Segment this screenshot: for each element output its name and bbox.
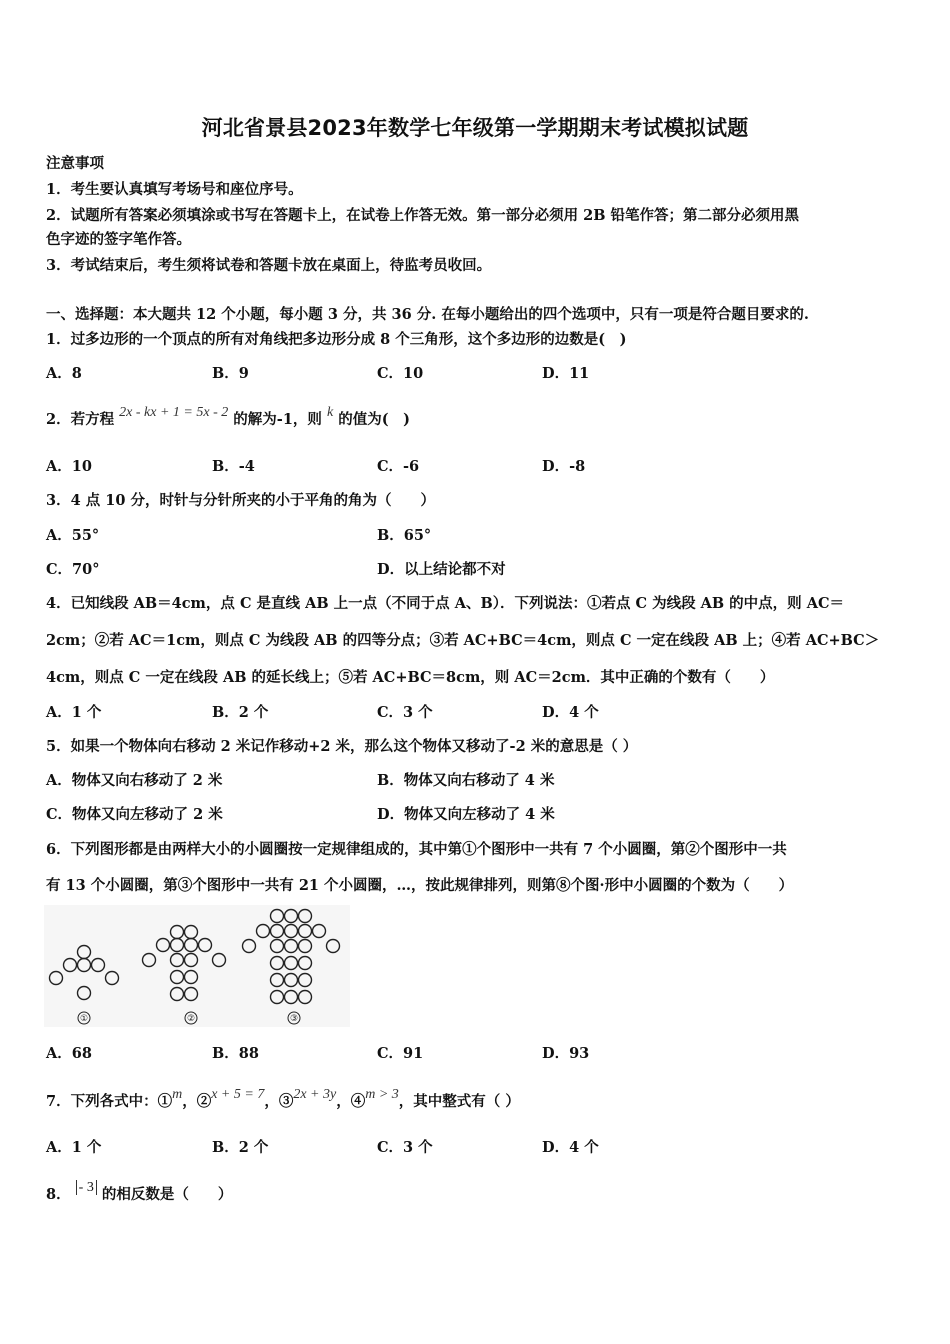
q3-option-a: A．55° — [46, 527, 100, 544]
q1-option-b: B．9 — [212, 365, 249, 382]
q4-option-c: C．3 个 — [377, 704, 433, 721]
q7-option-a: A．1 个 — [46, 1139, 102, 1156]
circle-pattern-figure — [44, 905, 350, 1027]
q7-expr-3: 2x + 3y — [293, 1087, 337, 1102]
q1-option-a: A．8 — [46, 365, 82, 382]
q7-option-c: C．3 个 — [377, 1139, 433, 1156]
circle-pattern-svg — [44, 905, 350, 1027]
q7-post: ，其中整式有（ ） — [398, 1093, 520, 1110]
q1-stem: 1．过多边形的一个顶点的所有对角线把多边形分成 8 个三角形，这个多边形的边数是( ) — [46, 331, 627, 348]
q8-stem — [46, 1180, 233, 1204]
q8-pre: 8． — [46, 1186, 71, 1203]
q3-option-b: B．65° — [377, 527, 432, 544]
q6-option-c: C．91 — [377, 1045, 424, 1062]
figure-label-3: ③ — [289, 1014, 299, 1024]
q3-stem: 3．4 点 10 分，时针与分针所夹的小于平角的角为（ ） — [46, 492, 435, 509]
q5-option-a: A．物体又向右移动了 2 米 — [46, 772, 223, 789]
q6-option-d: D．93 — [542, 1045, 590, 1062]
figure-label-1: ① — [79, 1014, 89, 1024]
q4-line-3: 4cm，则点 C 一定在线段 AB 的延长线上；⑤若 AC+BC＝8cm，则 AC＝2cm．其中正确的个数有（ ） — [46, 669, 775, 686]
q2-stem — [46, 405, 410, 429]
q6-line-2: 有 13 个小圆圈，第③个图形中一共有 21 个小圆圈，…，按此规律排列，则第⑧个图·形中小圆圈的个数为（ ） — [46, 877, 794, 894]
pattern-2 — [143, 926, 226, 1001]
q4-line-2: 2cm；②若 AC＝1cm，则点 C 为线段 AB 的四等分点；③若 AC+BC＝4cm，则点 C 一定在线段 AB 上；④若 AC+BC＞ — [46, 632, 880, 649]
q4-line-1: 4．已知线段 AB＝4cm，点 C 是直线 AB 上一点（不同于点 A、B）．下列说法：①若点 C 为线段 AB 的中点，则 AC＝ — [46, 595, 845, 612]
q2-post: 的值为( ) — [338, 411, 410, 428]
q3-option-d: D．以上结论都不对 — [377, 561, 506, 578]
q2-option-b: B．-4 — [212, 458, 255, 475]
q1-option-d: D．11 — [542, 365, 590, 382]
q4-option-b: B．2 个 — [212, 704, 269, 721]
notice-item-2-cont: 色字迹的签字笔作答。 — [46, 231, 191, 248]
q7-expr-4: m > 3 — [365, 1087, 399, 1102]
q5-option-d: D．物体又向左移动了 4 米 — [377, 806, 555, 823]
q7-option-d: D．4 个 — [542, 1139, 599, 1156]
q1-option-c: C．10 — [377, 365, 424, 382]
q5-option-c: C．物体又向左移动了 2 米 — [46, 806, 223, 823]
q6-option-b: B．88 — [212, 1045, 259, 1062]
q2-pre: 2．若方程 — [46, 411, 115, 428]
q5-stem: 5．如果一个物体向右移动 2 米记作移动+2 米，那么这个物体又移动了-2 米的意思是（ ） — [46, 738, 638, 755]
figure-label-2: ② — [186, 1014, 196, 1024]
q8-abs-value: - 3 — [76, 1180, 97, 1195]
q8-post: 的相反数是（ ） — [101, 1186, 233, 1203]
q2-option-a: A．10 — [46, 458, 92, 475]
q7-expr-2: x + 5 = 7 — [211, 1087, 265, 1102]
q2-option-d: D．-8 — [542, 458, 586, 475]
pattern-3 — [243, 910, 340, 1004]
q2-equation: 2x - kx + 1 = 5x - 2 — [119, 405, 229, 420]
q7-sep-3: ，③ — [264, 1093, 294, 1110]
notice-heading: 注意事项 — [46, 155, 104, 172]
page-title: 河北省景县2023年数学七年级第一学期期末考试模拟试题 — [201, 116, 749, 140]
q7-expr-1: m — [172, 1087, 183, 1102]
notice-item-3: 3．考试结束后，考生须将试卷和答题卡放在桌面上，待监考员收回。 — [46, 257, 492, 274]
q6-option-a: A．68 — [46, 1045, 92, 1062]
notice-item-1: 1．考生要认真填写考场号和座位序号。 — [46, 181, 303, 198]
pattern-1 — [50, 946, 119, 1000]
q6-line-1: 6．下列图形都是由两样大小的小圆圈按一定规律组成的，其中第①个图形中一共有 7 个小圆圈，第②个图形中一共 — [46, 841, 787, 858]
section-heading: 一、选择题：本大题共 12 个小题，每小题 3 分，共 36 分. 在每小题给出的四个选项中，只有一项是符合题目要求的. — [46, 306, 809, 323]
q7-sep-4: ，④ — [336, 1093, 366, 1110]
notice-item-2: 2．试题所有答案必须填涂或书写在答题卡上，在试卷上作答无效。第一部分必须用 2B 铅笔作答；第二部分必须用黑 — [46, 207, 800, 224]
q2-mid: 的解为-1，则 — [233, 411, 322, 428]
q4-option-a: A．1 个 — [46, 704, 102, 721]
q7-stem — [46, 1087, 520, 1111]
q7-sep-2: ，② — [182, 1093, 212, 1110]
q2-option-c: C．-6 — [377, 458, 420, 475]
q4-option-d: D．4 个 — [542, 704, 599, 721]
q7-pre: 7．下列各式中：① — [46, 1093, 173, 1110]
q3-option-c: C．70° — [46, 561, 100, 578]
q2-variable: k — [326, 405, 334, 420]
q7-option-b: B．2 个 — [212, 1139, 269, 1156]
q5-option-b: B．物体又向右移动了 4 米 — [377, 772, 555, 789]
